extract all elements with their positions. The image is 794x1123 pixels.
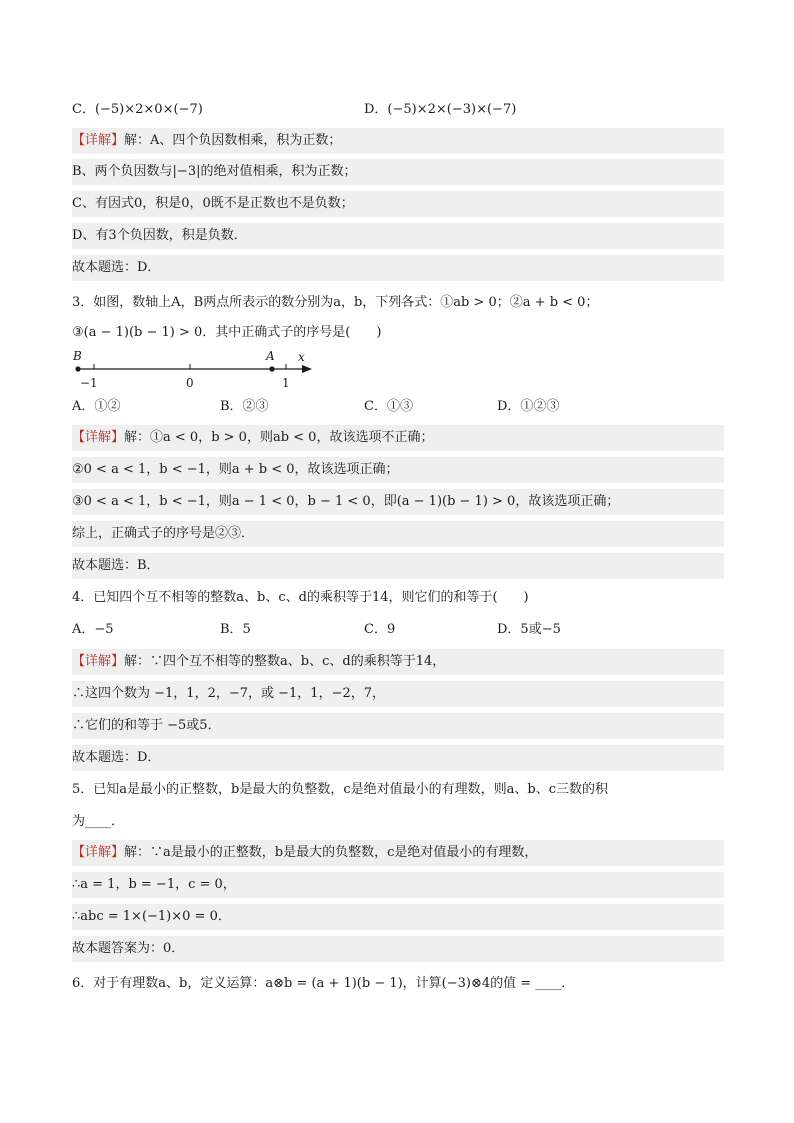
q3-stem-line-1: 3．如图，数轴上A，B两点所表示的数分别为a，b，下列各式：①ab > 0；②a + b < 0；	[72, 295, 599, 310]
q4-stem: 4．已知四个互不相等的整数a、b、c、d的乘积等于14，则它们的和等于( )	[72, 590, 529, 605]
answer-tag: 【详解】	[72, 654, 125, 669]
q3-option-c: C．①③	[364, 399, 413, 414]
label-one: 1	[282, 376, 290, 390]
label-x: x	[298, 350, 305, 364]
q2-answer-line-2: B、两个负因数与|−3|的绝对值相乘，积为正数；	[72, 159, 724, 185]
q3-stem-line-2: ③(a − 1)(b − 1) > 0．其中正确式子的序号是( )	[72, 325, 382, 340]
q2-answer-conclusion: 故本题选：D．	[72, 255, 724, 281]
answer-text: 解：∵四个互不相等的整数a、b、c、d的乘积等于14，	[124, 654, 446, 669]
q2-option-c: C．(−5)×2×0×(−7)	[72, 102, 203, 117]
q2-answer-line-1	[72, 128, 724, 154]
answer-text: 解：A、四个负因数相乘，积为正数；	[124, 133, 342, 148]
label-zero: 0	[186, 376, 194, 390]
q4-answer-conclusion: 故本题选：D．	[72, 745, 724, 771]
q3-answer-line-2: ②0 < a < 1，b < −1，则a + b < 0，故该选项正确；	[72, 457, 724, 483]
q5-answer-line-3: ∴abc = 1×(−1)×0 = 0．	[72, 904, 724, 930]
q4-options-row	[72, 617, 724, 643]
q6-stem: 6．对于有理数a、b，定义运算：a⊗b = (a + 1)(b − 1)，计算(−3)⊗4的值 = ____．	[72, 976, 575, 991]
q4-answer-line-3: ∴它们的和等于 −5或5．	[72, 713, 724, 739]
q4-option-b: B．5	[220, 622, 251, 637]
q3-answer-line-4: 综上，正确式子的序号是②③．	[72, 521, 724, 547]
q5-stem-line-1: 5．已知a是最小的正整数，b是最大的负整数，c是绝对值最小的有理数，则a、b、c三数的积	[72, 782, 608, 797]
q5-answer-conclusion: 故本题答案为：0．	[72, 936, 724, 962]
answer-tag: 【详解】	[72, 133, 125, 148]
q3-option-b: B．②③	[220, 399, 269, 414]
label-minus-one: −1	[80, 376, 98, 390]
q3-answer-line-3: ③0 < a < 1，b < −1，则a − 1 < 0，b − 1 < 0，即(a − 1)(b − 1) > 0，故该选项正确；	[72, 489, 724, 515]
q5-answer-line-1	[72, 840, 724, 866]
answer-text: 解：∵a是最小的正整数，b是最大的负整数，c是绝对值最小的有理数，	[124, 845, 538, 860]
point-b	[75, 366, 80, 371]
q4-answer-line-2: ∴这四个数为 −1，1，2，−7，或 −1，1，−2，7，	[72, 681, 724, 707]
q2-options-row	[72, 97, 724, 123]
q4-option-a: A．−5	[72, 622, 114, 637]
number-line-figure	[72, 347, 322, 393]
answer-tag: 【详解】	[72, 430, 125, 445]
q3-option-d: D．①②③	[497, 399, 560, 414]
q3-answer-conclusion: 故本题选：B．	[72, 553, 724, 579]
axis-arrow-icon	[302, 365, 312, 373]
q3-option-a: A．①②	[72, 399, 121, 414]
answer-tag: 【详解】	[72, 845, 125, 860]
q2-option-d: D．(−5)×2×(−3)×(−7)	[364, 102, 517, 117]
q2-answer-line-4: D、有3个负因数，积是负数．	[72, 223, 724, 249]
answer-text: 解：①a < 0，b > 0，则ab < 0，故该选项不正确；	[124, 430, 434, 445]
q4-answer-line-1	[72, 649, 724, 675]
q4-option-d: D．5或−5	[497, 622, 561, 637]
q3-answer-line-1	[72, 425, 724, 451]
label-a: A	[266, 349, 275, 363]
point-a	[269, 366, 274, 371]
q4-option-c: C．9	[364, 622, 396, 637]
q2-answer-line-3: C、有因式0，积是0，0既不是正数也不是负数；	[72, 191, 724, 217]
q5-stem-line-2: 为____．	[72, 814, 125, 829]
label-b: B	[73, 349, 82, 363]
q5-answer-line-2: ∴a = 1，b = −1，c = 0，	[72, 872, 724, 898]
q3-options-row	[72, 394, 724, 420]
